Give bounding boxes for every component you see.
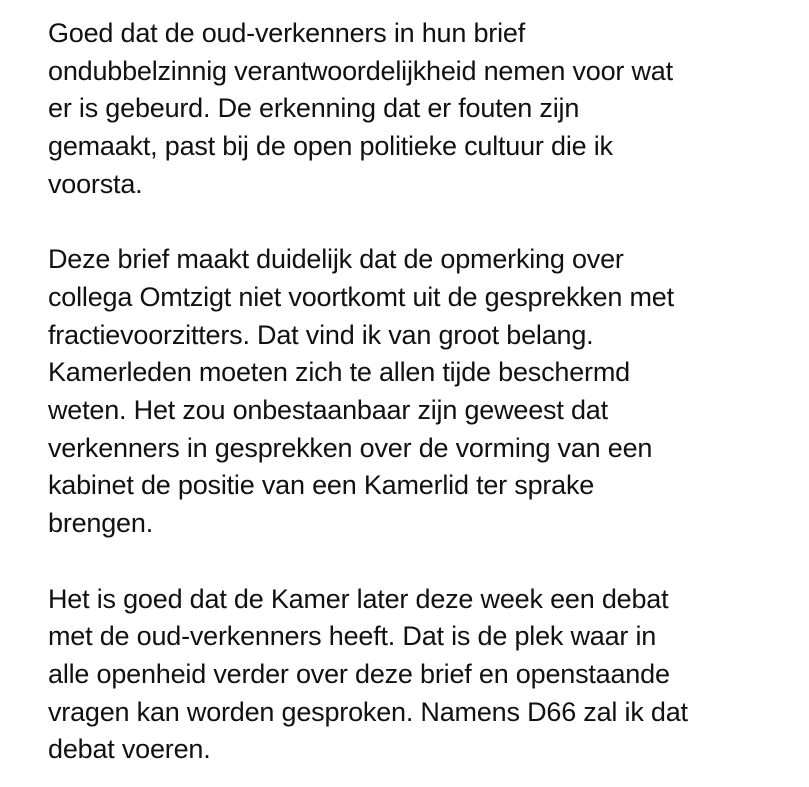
text-line: fractievoorzitters. Dat vind ik van groot belang. [48, 319, 594, 350]
text-line: gemaakt, past bij de open politieke cultuur die ik [48, 131, 613, 162]
text-line: Het is goed dat de Kamer later deze week een debat [48, 583, 669, 614]
text-line: er is gebeurd. De erkenning dat er fouten zijn [48, 93, 580, 124]
text-line: debat voeren. [48, 734, 211, 765]
paragraph-3 [48, 581, 798, 770]
statement-text [48, 15, 798, 769]
text-line: alle openheid verder over deze brief en openstaande [48, 658, 670, 689]
text-line: Goed dat de oud-verkenners in hun brief [48, 18, 526, 48]
text-line: kabinet de positie van een Kamerlid ter sprake [48, 470, 595, 501]
text-line: weten. Het zou onbestaanbaar zijn geweest dat [48, 395, 608, 426]
text-line: vragen kan worden gesproken. Namens D66 zal ik dat [48, 696, 688, 727]
text-line: Deze brief maakt duidelijk dat de opmerking over [48, 244, 624, 275]
text-line: voorsta. [48, 168, 143, 199]
text-line: collega Omtzigt niet voortkomt uit de gesprekken met [48, 281, 674, 312]
text-line: ondubbelzinnig verantwoordelijkheid nemen voor wat [48, 55, 673, 86]
text-line: Kamerleden moeten zich te allen tijde beschermd [48, 357, 630, 388]
text-line: met de oud-verkenners heeft. Dat is de plek waar in [48, 621, 657, 652]
paragraph-2 [48, 241, 798, 543]
paragraph-1 [48, 15, 798, 204]
text-line: brengen. [48, 508, 153, 539]
text-line: verkenners in gesprekken over de vorming van een [48, 432, 653, 463]
